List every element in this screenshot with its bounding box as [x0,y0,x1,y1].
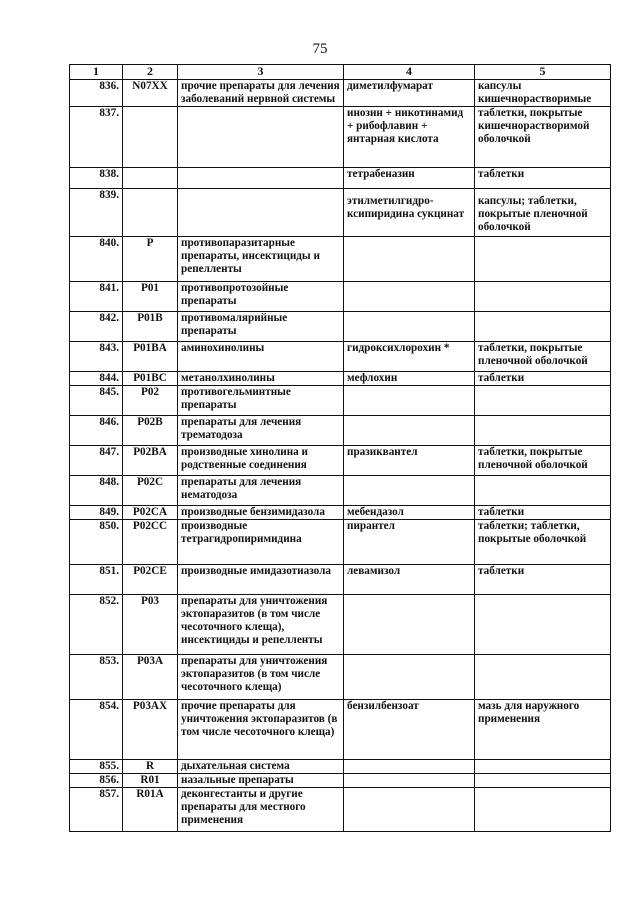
atc-code: P01BC [123,372,178,386]
group-name: аминохинолины [178,342,344,372]
drug-name [344,595,475,655]
row-number: 839. [70,189,123,237]
dosage-form: капсулы; таблетки, покрытые пленочной оболочкой [475,189,611,237]
atc-code: N07XX [123,80,178,107]
atc-code: P02C [123,476,178,506]
dosage-form [475,282,611,312]
row-number: 842. [70,312,123,342]
table-row [70,774,611,788]
dosage-form [475,416,611,446]
dosage-form: таблетки [475,168,611,189]
drug-name: бензилбензоат [344,700,475,760]
dosage-form [475,655,611,700]
drug-name [344,237,475,282]
group-name: метанолхинолины [178,372,344,386]
atc-code [123,107,178,168]
drug-name: пирантел [344,520,475,565]
group-name: противопротозойные препараты [178,282,344,312]
row-number: 836. [70,80,123,107]
table-row [70,700,611,760]
atc-code: R [123,760,178,774]
table-row [70,80,611,107]
dosage-form: таблетки [475,506,611,520]
group-name [178,168,344,189]
dosage-form [475,312,611,342]
drug-registry-table [69,64,611,832]
atc-code: P03AX [123,700,178,760]
dosage-form: капсулы кишечнорастворимые [475,80,611,107]
group-name: противогельминтные препараты [178,386,344,416]
dosage-form [475,788,611,832]
column-header: 5 [475,65,611,80]
table-row [70,476,611,506]
drug-name: левамизол [344,565,475,595]
column-header: 4 [344,65,475,80]
dosage-form: таблетки, покрытые кишечнорастворимой оболочкой [475,107,611,168]
row-number: 849. [70,506,123,520]
atc-code: P01BA [123,342,178,372]
header-row [70,65,611,80]
row-number: 843. [70,342,123,372]
table-row [70,788,611,832]
row-number: 841. [70,282,123,312]
group-name [178,107,344,168]
atc-code: P03A [123,655,178,700]
drug-name: мефлохин [344,372,475,386]
dosage-form: таблетки; таблетки, покрытые оболочкой [475,520,611,565]
row-number: 848. [70,476,123,506]
drug-name [344,788,475,832]
drug-name: диметилфумарат [344,80,475,107]
group-name: производные тетрагидропиримидина [178,520,344,565]
atc-code: P03 [123,595,178,655]
row-number: 846. [70,416,123,446]
dosage-form: таблетки, покрытые пленочной оболочкой [475,446,611,476]
row-number: 840. [70,237,123,282]
atc-code: R01A [123,788,178,832]
dosage-form [475,386,611,416]
drug-name [344,476,475,506]
dosage-form: таблетки, покрытые пленочной оболочкой [475,342,611,372]
row-number: 850. [70,520,123,565]
column-header: 1 [70,65,123,80]
group-name: противомалярийные препараты [178,312,344,342]
group-name: назальные препараты [178,774,344,788]
group-name: прочие препараты для уничтожения эктопаразитов (в том числе чесоточного клеща) [178,700,344,760]
group-name: прочие препараты для лечения заболеваний нервной системы [178,80,344,107]
table-row [70,446,611,476]
table-row [70,506,611,520]
table-row [70,416,611,446]
row-number: 844. [70,372,123,386]
group-name: производные имидазотиазола [178,565,344,595]
atc-code [123,189,178,237]
group-name: производные хинолина и родственные соединения [178,446,344,476]
drug-name [344,312,475,342]
table-row [70,386,611,416]
drug-name [344,655,475,700]
drug-name: гидроксихлорохин * [344,342,475,372]
drug-name [344,386,475,416]
dosage-form [475,237,611,282]
row-number: 847. [70,446,123,476]
table-row [70,565,611,595]
page-number: 75 [312,41,328,57]
dosage-form [475,476,611,506]
dosage-form: мазь для наружного применения [475,700,611,760]
drug-name: инозин + никотинамид + рибофлавин + янтарная кислота [344,107,475,168]
table-row [70,237,611,282]
group-name: препараты для уничтожения эктопаразитов (в том числе чесоточного клеща) [178,655,344,700]
dosage-form [475,774,611,788]
row-number: 852. [70,595,123,655]
dosage-form [475,760,611,774]
atc-code: P01 [123,282,178,312]
group-name [178,189,344,237]
table-row [70,372,611,386]
drug-name [344,282,475,312]
row-number: 855. [70,760,123,774]
row-number: 845. [70,386,123,416]
row-number: 837. [70,107,123,168]
atc-code: P02CA [123,506,178,520]
table-row [70,189,611,237]
table-row [70,312,611,342]
column-header: 2 [123,65,178,80]
row-number: 838. [70,168,123,189]
row-number: 857. [70,788,123,832]
table-row [70,342,611,372]
table-row [70,595,611,655]
atc-code: P [123,237,178,282]
table-row [70,655,611,700]
atc-code [123,168,178,189]
table-row [70,168,611,189]
group-name: препараты для лечения трематодоза [178,416,344,446]
drug-name: этилметилгидро-ксипиридина сукцинат [344,189,475,237]
dosage-form [475,595,611,655]
table-row [70,520,611,565]
drug-name: мебендазол [344,506,475,520]
group-name: препараты для уничтожения эктопаразитов (в том числе чесоточного клеща), инсектициды и репелленты [178,595,344,655]
group-name: препараты для лечения нематодоза [178,476,344,506]
dosage-form: таблетки [475,565,611,595]
atc-code: P02B [123,416,178,446]
drug-name [344,760,475,774]
group-name: противопаразитарные препараты, инсектициды и репелленты [178,237,344,282]
group-name: дыхательная система [178,760,344,774]
group-name: производные бензимидазола [178,506,344,520]
group-name: деконгестанты и другие препараты для местного применения [178,788,344,832]
atc-code: P02CC [123,520,178,565]
row-number: 856. [70,774,123,788]
atc-code: P02BA [123,446,178,476]
atc-code: P01B [123,312,178,342]
drug-name [344,416,475,446]
dosage-form: таблетки [475,372,611,386]
drug-name: тетрабеназин [344,168,475,189]
table-row [70,760,611,774]
atc-code: R01 [123,774,178,788]
row-number: 853. [70,655,123,700]
drug-name [344,774,475,788]
column-header: 3 [178,65,344,80]
atc-code: P02CE [123,565,178,595]
atc-code: P02 [123,386,178,416]
row-number: 851. [70,565,123,595]
drug-name: празиквантел [344,446,475,476]
table-row [70,282,611,312]
table-row [70,107,611,168]
row-number: 854. [70,700,123,760]
